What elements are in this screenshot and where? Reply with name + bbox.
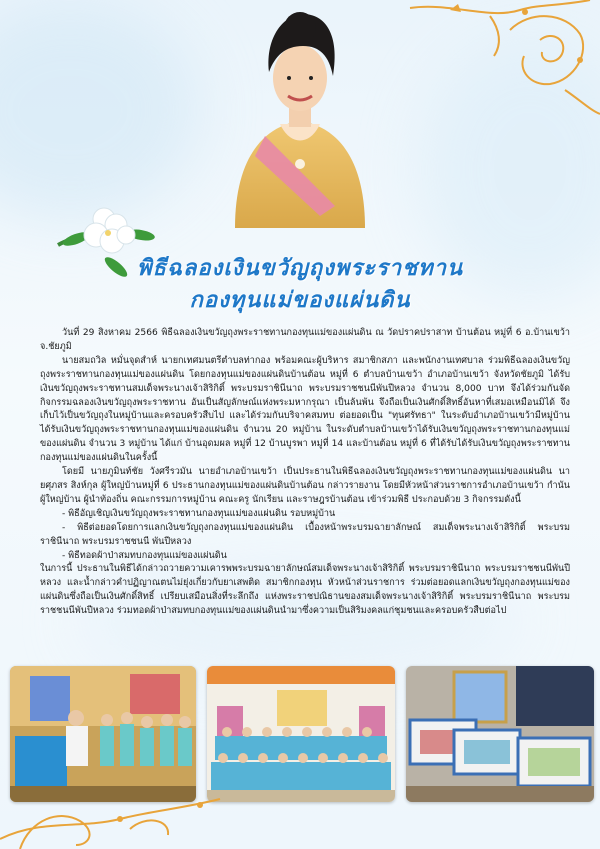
activity-item: - พิธีทอดผ้าป่าสมทบกองทุนแม่ของแผ่นดิน <box>62 550 227 561</box>
body-paragraph: วันที่ 29 สิงหาคม 2566 พิธีฉลองเงินขวัญถุงพระราชทานกองทุนแม่ของแผ่นดิน ณ วัดปราคปราสาท บ้านต้อน หมู่ที่ 6 อ.บ้านเขว้า จ.ชัยภูมิ <box>40 328 570 352</box>
activity-item: - พิธีต่อยอดโดยการแลกเงินขวัญถุงกองทุนแม่ของแผ่นดิน เบื้องหน้าพระบรมฉายาลักษณ์ สมเด็จพระนางเจ้าสิริกิติ์ พระบรมราชินีนาถ พระบรมราชชนนี พันปีหลวง <box>40 522 570 547</box>
gold-floral-ornament-icon <box>0 779 240 849</box>
royal-portrait-image <box>225 6 375 228</box>
event-photo-banknotes <box>406 666 594 802</box>
article-body <box>40 327 570 619</box>
activity-item: - พิธีอัญเชิญเงินขวัญถุงพระราชทานกองทุนแม่ของแผ่นดิน รอบหมู่บ้าน <box>62 508 336 519</box>
title-line-1: พิธีฉลองเงินขวัญถุงพระราชทาน <box>137 255 463 281</box>
title-line-2: กองทุนแม่ของแผ่นดิน <box>189 287 411 313</box>
body-paragraph: โดยมี นายภูมินท์ชัย วังศรีรวมัน นายอำเภอบ้านเขว้า เป็นประธานในพิธีฉลองเงินขวัญถุงพระราชทานกองทุนแม่ของแผ่นดิน นายศุภสร สิงห์กุล ผู้ใหญ่บ้านหมู่ที่ 6 ประธานกองทุนแม่ของแผ่นดินบ้านต้อน กล่าวรายงาน โดยมีหัวหน้าส่วนราชการอำเภอบ้านเขว้า กำนัน ผู้ใหญ่บ้าน ผู้นำท้องถิ่น คณะกรรมการหมู่บ้าน คณะครู นักเรียน และราษฎรบ้านต้อน เข้าร่วมพิธี ประกอบด้วย 3 กิจกรรมดังนี้ <box>40 467 570 505</box>
body-paragraph: ในการนี้ ประธานในพิธีได้กล่าวถวายความเคารพพระบรมฉายาลักษณ์สมเด็จพระนางเจ้าสิริกิติ์ พระบรมราชินีนาถ พระบรมราชชนนีพันปีหลวง และน้ำกล่าวคำปฏิญาณตนไม่ยุ่งเกี่ยวกับยาเสพติด สมาชิกกองทุน หัวหน้าส่วนราชการ ร่วมต่อยอดแลกเงินขวัญถุงกองทุนแม่ของแผ่นดินซึ่งถือเป็นเงินศักดิ์สิทธิ์ เปรียบเสมือนสิ่งที่ระลึกถึง แห่งพระราชปณิธานของสมเด็จพระนางเจ้าสิริกิติ์ พระบรมราชินีนาถ พระบรมราชชนนีพันปีหลวง ร่วมทอดผ้าป่าสมทบกองทุนแม่ของแผ่นดินนำมาซึ่งความเป็นสิริมงคลแก่ชุมชนและครอบครัวสืบต่อไป <box>40 564 570 617</box>
gold-floral-ornament-icon <box>390 0 600 120</box>
background-wash <box>0 0 200 220</box>
body-paragraph: นายสมถวิล หมั่นจุดสำห์ นายกเทศมนตรีตำบลท่ากอง พร้อมคณะผู้บริหาร สมาชิกสภา และพนักงานเทศบาล ร่วมพิธีฉลองเงินขวัญถุงพระราชทานกองทุนแม่ของแผ่นดิน โดยกองทุนแม่ของแผ่นดินบ้านต้อน หมู่ที่ 6 ตำบลบ้านเขว้า อำเภอบ้านเขว้า จังหวัดชัยภูมิ ได้รับเงินขวัญถุงพระราชทานสมเด็จพระนางเจ้าสิริกิติ์ พระบรมราชินีนาถ พระบรมราชชนนีพันปีหลวง จำนวน 8,000 บาท จึงได้ร่วมกันจัดกิจกรรมฉลองเงินขวัญถุงพระราชทาน อันเป็นสัญลักษณ์แห่งพระมหากรุณา เป็นล้นพ้น จึงถือเป็นเงินศักดิ์สิทธิ์อันหาที่เสมอเหมือนมิได้ จึงเก็บไว้เป็นขวัญถุงในหมู่บ้านและครอบครัวสืบไป และได้ร่วมกันบริจาคสมทบ ต่อยอดเป็น "ทุนศรัทธา" ในระดับอำเภอบ้านเขว้ามีหมู่บ้านได้รับเงินขวัญถุงพระราชทานกองทุนแม่ของแผ่นดิน จำนวน 20 หมู่บ้าน ในระดับตำบลบ้านเขว้าได้รับเงินขวัญถุงพระราชทานกองทุนแม่ของแผ่นดิน จำนวน 3 หมู่บ้าน ได้แก่ บ้านอุดมผล หมู่ที่ 12 บ้านบูรพา หมู่ที่ 14 และบ้านต้อน หมู่ที่ 6 ที่ได้รับได้รับเงินขวัญถุงพระราชทานกองทุนแม่ของแผ่นดินในครั้งนี้ <box>40 355 570 464</box>
